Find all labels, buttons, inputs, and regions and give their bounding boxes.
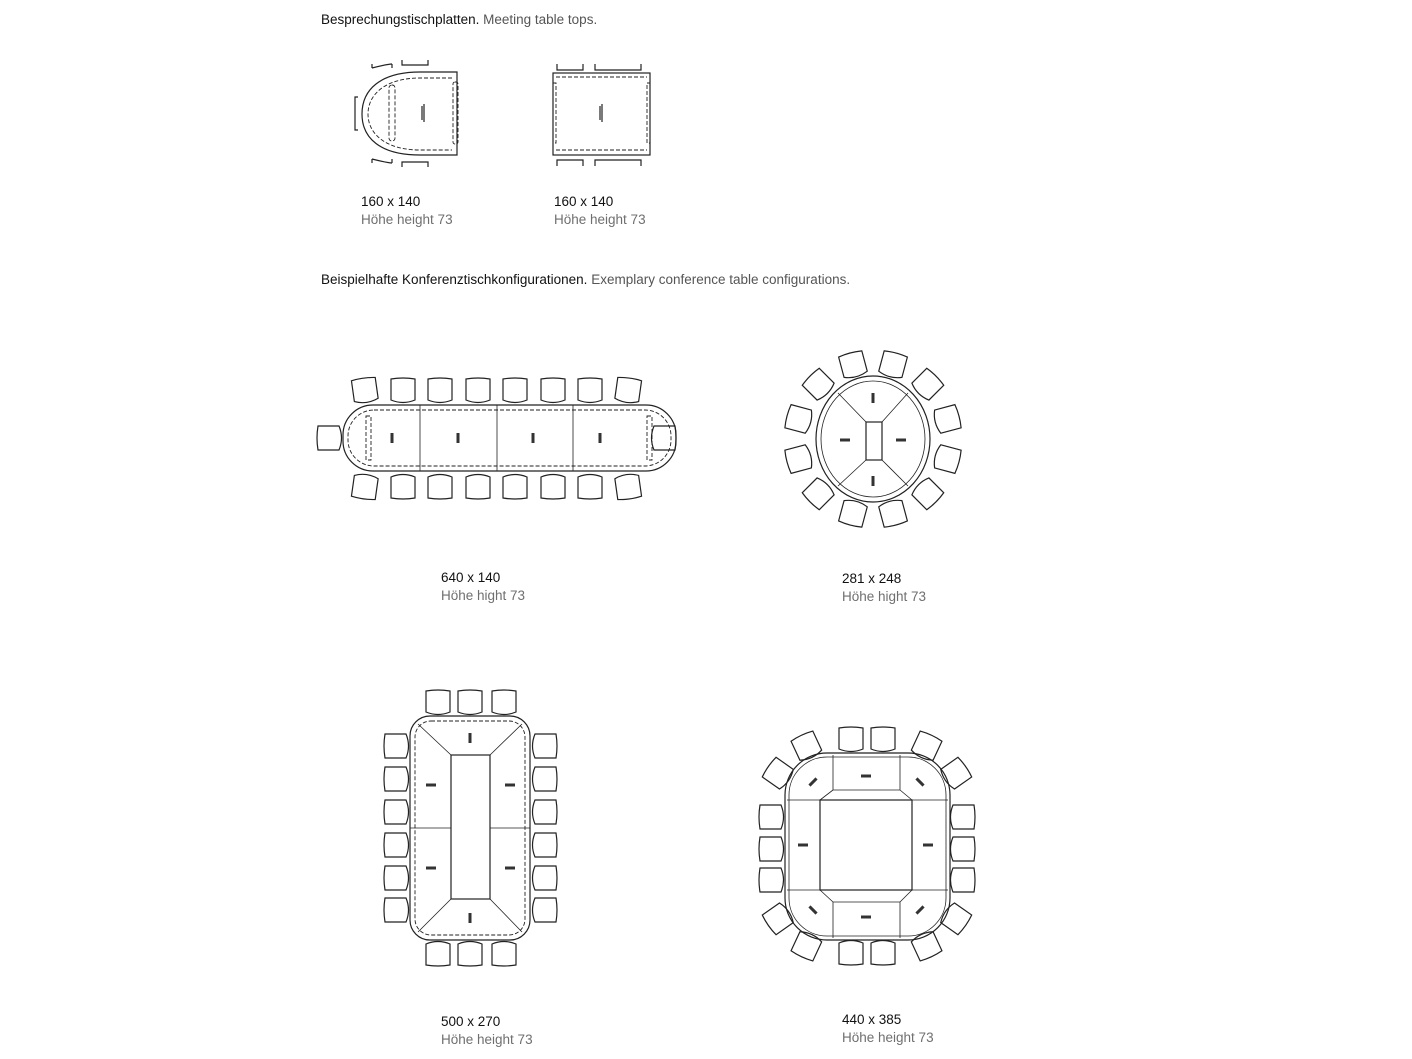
cable-port-icon (469, 913, 472, 923)
chair-icon (503, 378, 527, 403)
heading-en: Meeting table tops. (483, 12, 598, 27)
table-top-rectangle (553, 64, 650, 166)
chair-icon (541, 378, 565, 403)
config-rectangular-table (384, 690, 557, 966)
chair-icon (351, 473, 378, 501)
config-ring-table (759, 727, 975, 965)
chair-icon (503, 475, 527, 500)
cable-port-icon (923, 844, 933, 847)
config-long-table (317, 376, 676, 500)
chair-icon (533, 833, 558, 857)
chair-icon (951, 868, 976, 892)
chair-icon (578, 378, 602, 403)
chair-icon (426, 942, 450, 967)
cable-port-icon (915, 777, 924, 786)
chair-icon (839, 727, 863, 752)
chair-icon (533, 898, 558, 922)
chair-icon (458, 942, 482, 967)
chair-icon (384, 800, 409, 824)
chair-icon (458, 690, 482, 715)
chair-icon (428, 378, 452, 403)
dimension-label: 440 x 385 (842, 1012, 902, 1027)
chair-icon (426, 690, 450, 715)
chair-icon (384, 898, 409, 922)
heading-en: Exemplary conference table configurations. (591, 272, 851, 287)
chair-icon (838, 350, 868, 380)
chair-icon (951, 837, 976, 861)
cable-port-icon (861, 775, 871, 778)
chair-icon (871, 727, 895, 752)
chair-icon (492, 690, 516, 715)
chair-icon (351, 376, 378, 404)
cable-port-icon (426, 867, 436, 870)
dimension-label: 160 x 140 (361, 194, 421, 209)
heading-de: Beispielhafte Konferenztischkonfigurationen. (321, 272, 588, 287)
chair-icon (615, 473, 642, 501)
cable-port-icon (532, 433, 535, 443)
chair-icon (384, 866, 409, 890)
chair-icon (759, 837, 784, 861)
height-label: Höhe height 73 (842, 1030, 934, 1045)
chair-icon (878, 350, 908, 380)
chair-icon (839, 941, 863, 966)
cable-port-icon (457, 433, 460, 443)
dimension-label: 281 x 248 (842, 571, 902, 586)
cable-port-icon (426, 784, 436, 787)
chair-icon (533, 734, 558, 758)
cable-port-icon (896, 439, 906, 442)
height-label: Höhe height 73 (441, 1032, 533, 1047)
cable-port-icon (798, 844, 808, 847)
dimension-label: 500 x 270 (441, 1014, 501, 1029)
cable-port-icon (505, 867, 515, 870)
cable-port-icon (391, 433, 394, 443)
height-label: Höhe hight 73 (441, 588, 526, 603)
chair-icon (533, 866, 558, 890)
chair-icon (391, 475, 415, 500)
chair-icon (652, 426, 677, 450)
heading-de: Besprechungstischplatten. (321, 12, 480, 27)
chair-icon (784, 404, 814, 434)
cable-port-icon (505, 784, 515, 787)
chair-icon (492, 942, 516, 967)
chair-icon (533, 800, 558, 824)
dimension-label: 640 x 140 (441, 570, 501, 585)
chair-icon (466, 378, 490, 403)
chair-icon (533, 767, 558, 791)
chair-icon (951, 805, 976, 829)
chair-icon (466, 475, 490, 500)
chair-icon (384, 767, 409, 791)
chair-icon (784, 444, 814, 474)
dimension-label: 160 x 140 (554, 194, 614, 209)
table-top-d-shape (355, 60, 458, 167)
chair-icon (578, 475, 602, 500)
chair-icon (932, 444, 962, 474)
chair-icon (428, 475, 452, 500)
chair-icon (910, 930, 942, 962)
cable-port-icon (469, 733, 472, 743)
cable-port-icon (808, 777, 817, 786)
cable-port-icon (872, 393, 875, 403)
cable-port-icon (872, 476, 875, 486)
chair-icon (759, 805, 784, 829)
height-label: Höhe height 73 (361, 212, 453, 227)
chair-icon (838, 498, 868, 528)
chair-icon (871, 941, 895, 966)
chair-icon (317, 426, 342, 450)
chair-icon (384, 833, 409, 857)
cable-port-icon (915, 905, 924, 914)
cable-port-icon (599, 433, 602, 443)
chair-icon (541, 475, 565, 500)
cable-port-icon (840, 439, 850, 442)
height-label: Höhe height 73 (554, 212, 646, 227)
config-oval-table (784, 350, 962, 528)
cable-port-icon (861, 916, 871, 919)
chair-icon (384, 734, 409, 758)
chair-icon (759, 868, 784, 892)
chair-icon (939, 902, 973, 936)
height-label: Höhe hight 73 (842, 589, 927, 604)
cable-port-icon (808, 905, 817, 914)
chair-icon (391, 378, 415, 403)
chair-icon (615, 376, 642, 404)
chair-icon (932, 404, 962, 434)
chair-icon (878, 498, 908, 528)
